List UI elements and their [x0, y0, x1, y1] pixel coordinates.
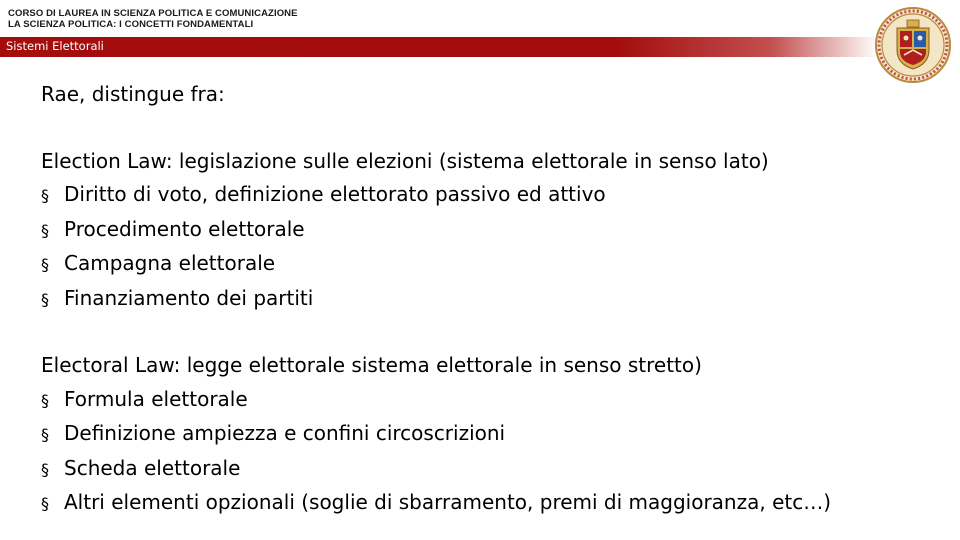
election-item-text: Finanziamento dei partiti	[64, 285, 314, 310]
bullet-icon: §	[41, 425, 49, 444]
election-item-text: Procedimento elettorale	[64, 216, 305, 241]
intro-text: Rae, distingue fra:	[41, 82, 225, 106]
university-seal-icon	[874, 6, 952, 84]
list-item	[41, 282, 941, 317]
electoral-law-text: : legge elettorale sistema elettorale in senso stretto)	[173, 353, 702, 377]
list-item	[41, 417, 941, 452]
electoral-item-text: Altri elementi opzionali (soglie di sbarramento, premi di maggioranza, etc…)	[64, 490, 832, 514]
bullet-icon: §	[41, 390, 49, 410]
list-item	[41, 213, 941, 248]
list-item	[41, 452, 941, 487]
bullet-icon: §	[41, 186, 49, 205]
course-header	[8, 8, 298, 30]
list-item	[41, 383, 941, 418]
list-item	[41, 178, 941, 213]
section-title-bar	[0, 37, 878, 57]
electoral-law-definition	[41, 349, 941, 383]
electoral-item-text: Scheda elettorale	[64, 455, 241, 480]
election-law-text: : legislazione sulle elezioni (sistema elettorale in senso lato)	[165, 148, 769, 173]
course-title-line1: CORSO DI LAUREA IN SCIENZA POLITICA E COMUNICAZIONE	[8, 8, 298, 19]
bullet-icon: §	[41, 255, 49, 274]
bullet-icon: §	[41, 220, 49, 240]
slide-body	[41, 78, 941, 521]
electoral-item-text: Definizione ampiezza e confini circoscrizioni	[64, 421, 506, 445]
bullet-icon: §	[41, 289, 49, 309]
election-law-definition	[41, 145, 941, 179]
section-title: Sistemi Elettorali	[6, 39, 104, 53]
list-item	[41, 486, 941, 521]
course-title-line2: LA SCIENZA POLITICA: I CONCETTI FONDAMENTALI	[8, 19, 254, 30]
election-item-text: Campagna elettorale	[64, 251, 276, 275]
electoral-law-term: Electoral Law	[41, 353, 174, 377]
list-item	[41, 247, 941, 282]
election-law-term: Election Law	[41, 148, 166, 173]
bullet-icon: §	[41, 494, 49, 513]
electoral-item-text: Formula elettorale	[64, 386, 248, 411]
election-item-text: Diritto di voto, definizione elettorato passivo ed attivo	[64, 182, 606, 206]
bullet-icon: §	[41, 459, 49, 479]
